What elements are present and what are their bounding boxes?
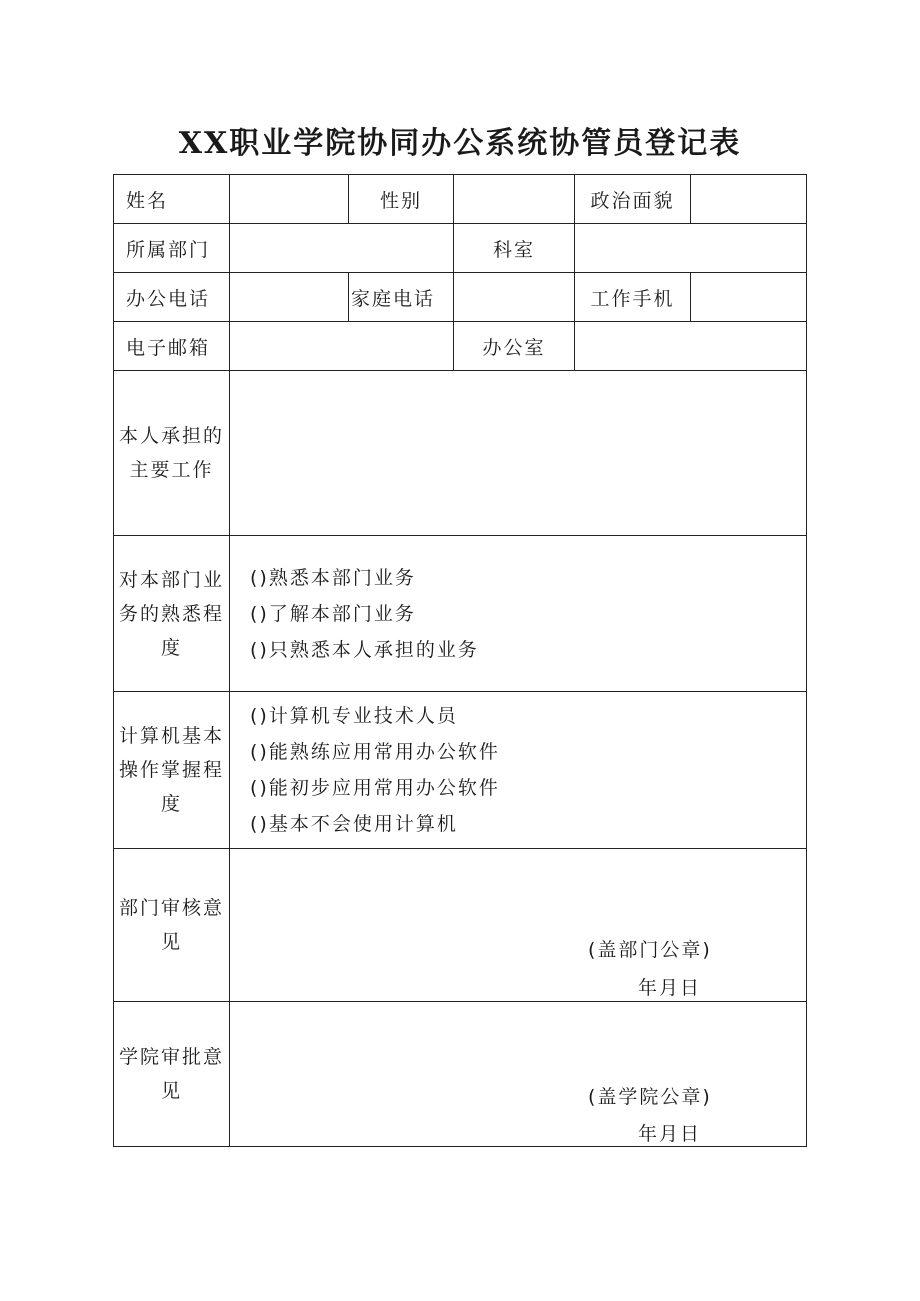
- dept-review-label: [114, 849, 230, 1002]
- work-mobile-label: 工作手机: [575, 273, 691, 322]
- computer-skill-label-line2: 操作掌握程: [118, 759, 224, 781]
- email-label: 电子邮箱: [114, 322, 230, 371]
- row-department: [114, 224, 807, 273]
- office-field[interactable]: [575, 322, 807, 371]
- familiarity-label: [114, 536, 230, 692]
- familiarity-option-3[interactable]: ()只熟悉本人承担的业务: [250, 638, 479, 661]
- political-status-field[interactable]: [691, 175, 807, 224]
- section-label: 科室: [454, 224, 575, 273]
- dept-seal-note: (盖部门公章): [588, 939, 712, 961]
- gender-field[interactable]: [454, 175, 575, 224]
- college-review-field[interactable]: [230, 1002, 807, 1147]
- dept-review-label-line2: 见: [160, 931, 182, 953]
- office-phone-label: 办公电话: [114, 273, 230, 322]
- main-work-field[interactable]: [230, 371, 807, 536]
- dept-review-label-line1: 部门审核意: [118, 897, 224, 919]
- row-email-office: [114, 322, 807, 371]
- college-review-date: 年月日: [638, 1123, 702, 1145]
- college-seal-note: (盖学院公章): [588, 1086, 712, 1108]
- gender-label: 性别: [349, 175, 454, 224]
- department-label: 所属部门: [114, 224, 230, 273]
- computer-skill-option-2[interactable]: ()能熟练应用常用办公软件: [250, 741, 500, 763]
- department-field[interactable]: [230, 224, 454, 273]
- dept-review-date: 年月日: [638, 977, 702, 999]
- college-review-label: [114, 1002, 230, 1147]
- row-basic-info: [114, 175, 807, 224]
- familiarity-label-line3: 度: [160, 636, 182, 659]
- home-phone-label: 家庭电话: [349, 273, 454, 322]
- row-college-review: [114, 1002, 807, 1147]
- email-field[interactable]: [230, 322, 454, 371]
- main-work-label-line1: 本人承担的: [118, 425, 224, 447]
- office-label: 办公室: [454, 322, 575, 371]
- computer-skill-option-4[interactable]: ()基本不会使用计算机: [250, 813, 458, 835]
- form-title: XX职业学院协同办公系统协管员登记表: [178, 126, 742, 161]
- computer-skill-label: [114, 692, 230, 849]
- row-dept-review: [114, 849, 807, 1002]
- name-field[interactable]: [230, 175, 349, 224]
- college-review-label-line2: 见: [160, 1080, 182, 1102]
- familiarity-options: [230, 536, 807, 692]
- row-familiarity: [114, 536, 807, 692]
- political-status-label: 政治面貌: [575, 175, 691, 224]
- computer-skill-label-line1: 计算机基本: [118, 725, 224, 747]
- computer-skill-label-line3: 度: [160, 793, 182, 815]
- familiarity-label-line1: 对本部门业: [118, 568, 224, 591]
- main-work-label-line2: 主要工作: [129, 459, 214, 481]
- work-mobile-field[interactable]: [691, 273, 807, 322]
- main-work-label: [114, 371, 230, 536]
- college-review-label-line1: 学院审批意: [118, 1046, 224, 1068]
- dept-review-field[interactable]: [230, 849, 807, 1002]
- row-computer-skill: [114, 692, 807, 849]
- familiarity-option-1[interactable]: ()熟悉本部门业务: [250, 566, 416, 589]
- computer-skill-option-3[interactable]: ()能初步应用常用办公软件: [250, 777, 500, 799]
- office-phone-field[interactable]: [230, 273, 349, 322]
- familiarity-option-2[interactable]: ()了解本部门业务: [250, 602, 416, 625]
- row-main-work: [114, 371, 807, 536]
- section-field[interactable]: [575, 224, 807, 273]
- row-phones: [114, 273, 807, 322]
- computer-skill-option-1[interactable]: ()计算机专业技术人员: [250, 705, 458, 727]
- registration-form: [113, 174, 807, 1147]
- computer-skill-options: [230, 692, 807, 849]
- name-label: 姓名: [114, 175, 230, 224]
- familiarity-label-line2: 务的熟悉程: [118, 602, 224, 625]
- home-phone-field[interactable]: [454, 273, 575, 322]
